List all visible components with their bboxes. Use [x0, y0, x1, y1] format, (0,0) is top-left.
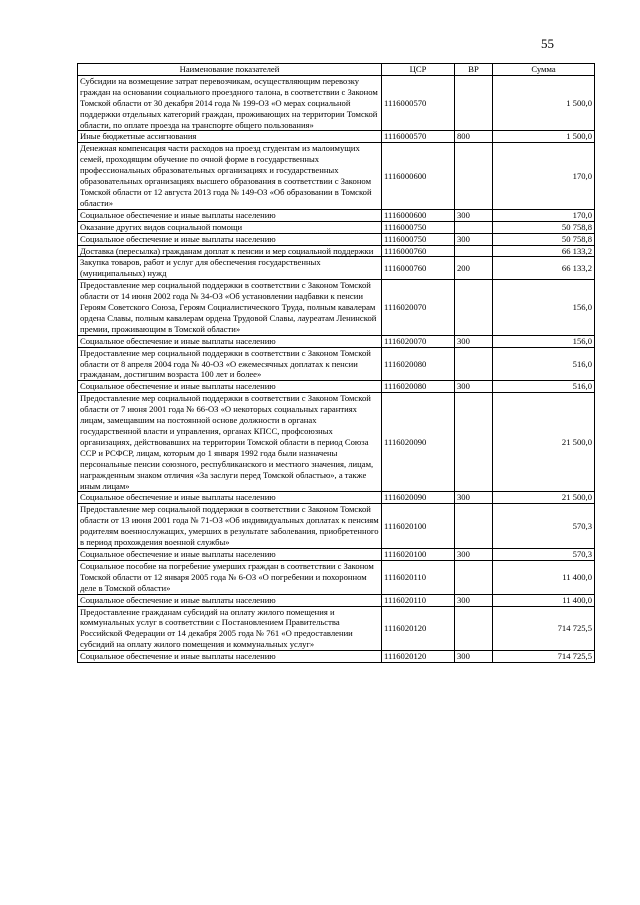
cell-name: Социальное обеспечение и иные выплаты населению: [78, 209, 382, 221]
cell-name: Закупка товаров, работ и услуг для обеспечения государственных (муниципальных) нужд: [78, 257, 382, 280]
cell-sum: 714 725,5: [493, 606, 595, 651]
table-row: [78, 221, 595, 233]
cell-vr: 300: [455, 381, 493, 393]
cell-vr: 300: [455, 594, 493, 606]
cell-name: Субсидии на возмещение затрат перевозчикам, осуществляющим перевозку граждан на основании социального проездного талона, в соответствии с Законом Томской области от 30 декабря 2014 года № 199-ОЗ «О мерах социальной поддержки отдельных категорий граждан, проживающих на территории Томской области, по оплате проезда на транспорте общего пользования»: [78, 75, 382, 131]
cell-sum: 1 500,0: [493, 75, 595, 131]
cell-name: Предоставление гражданам субсидий на оплату жилого помещения и коммунальных услуг в соответствии с Постановлением Правительства Российской Федерации от 14 декабря 2005 года № 761 «О предоставлении субсидий на оплату жилого помещения и коммунальных услуг»: [78, 606, 382, 651]
page-number: 55: [541, 36, 554, 51]
cell-csr: 1116000570: [382, 131, 455, 143]
cell-sum: 714 725,5: [493, 651, 595, 663]
header-row: [78, 64, 595, 76]
cell-csr: 1116000600: [382, 209, 455, 221]
table-row: [78, 245, 595, 257]
header-csr: ЦСР: [382, 64, 455, 76]
table-row: [78, 594, 595, 606]
budget-table: [77, 63, 595, 663]
table-row: [78, 233, 595, 245]
cell-vr: [455, 393, 493, 492]
cell-vr: [455, 560, 493, 594]
table-row: [78, 347, 595, 381]
table-row: [78, 560, 595, 594]
cell-vr: [455, 347, 493, 381]
cell-name: Иные бюджетные ассигнования: [78, 131, 382, 143]
cell-name: Предоставление мер социальной поддержки в соответствии с Законом Томской области от 14 июня 2002 года № 34-ОЗ «Об установлении надбавки к пенсии Героям Советского Союза, Героям Социалистического Труда, полным кавалерам ордена Славы, полным кавалерам ордена Трудовой Славы, лауреатам Ленинской премии, проживающим в Томской области»: [78, 280, 382, 336]
cell-sum: 66 133,2: [493, 245, 595, 257]
cell-vr: 300: [455, 335, 493, 347]
cell-name: Социальное обеспечение и иные выплаты населению: [78, 651, 382, 663]
cell-sum: 1 500,0: [493, 131, 595, 143]
cell-sum: 156,0: [493, 280, 595, 336]
cell-vr: 800: [455, 131, 493, 143]
cell-sum: 50 758,8: [493, 233, 595, 245]
table-row: [78, 504, 595, 549]
cell-vr: [455, 143, 493, 209]
cell-name: Социальное обеспечение и иные выплаты населению: [78, 548, 382, 560]
cell-csr: 1116020100: [382, 548, 455, 560]
cell-csr: 1116020070: [382, 280, 455, 336]
cell-sum: 66 133,2: [493, 257, 595, 280]
cell-sum: 11 400,0: [493, 594, 595, 606]
cell-sum: 156,0: [493, 335, 595, 347]
cell-sum: 516,0: [493, 381, 595, 393]
cell-vr: 300: [455, 233, 493, 245]
table-row: [78, 209, 595, 221]
cell-csr: 1116000750: [382, 233, 455, 245]
cell-vr: [455, 606, 493, 651]
cell-csr: 1116020120: [382, 606, 455, 651]
cell-name: Доставка (пересылка) гражданам доплат к пенсии и мер социальной поддержки: [78, 245, 382, 257]
cell-csr: 1116000750: [382, 221, 455, 233]
cell-name: Социальное обеспечение и иные выплаты населению: [78, 594, 382, 606]
cell-sum: 170,0: [493, 143, 595, 209]
cell-name: Социальное обеспечение и иные выплаты населению: [78, 233, 382, 245]
cell-csr: 1116020090: [382, 492, 455, 504]
cell-vr: [455, 245, 493, 257]
table-row: [78, 335, 595, 347]
cell-csr: 1116020120: [382, 651, 455, 663]
table-row: [78, 606, 595, 651]
header-name: Наименование показателей: [78, 64, 382, 76]
table-row: [78, 257, 595, 280]
cell-csr: 1116000570: [382, 75, 455, 131]
cell-vr: 200: [455, 257, 493, 280]
table-row: [78, 143, 595, 209]
cell-vr: [455, 504, 493, 549]
cell-csr: 1116020110: [382, 560, 455, 594]
header-vr: ВР: [455, 64, 493, 76]
cell-sum: 170,0: [493, 209, 595, 221]
cell-name: Социальное пособие на погребение умерших граждан в соответствии с Законом Томской области от 12 января 2005 года № 6-ОЗ «О погребении и похоронном деле в Томской области»: [78, 560, 382, 594]
cell-sum: 570,3: [493, 548, 595, 560]
cell-vr: 300: [455, 651, 493, 663]
cell-vr: [455, 221, 493, 233]
cell-sum: 21 500,0: [493, 393, 595, 492]
cell-name: Социальное обеспечение и иные выплаты населению: [78, 492, 382, 504]
table-row: [78, 75, 595, 131]
cell-csr: 1116020080: [382, 381, 455, 393]
cell-csr: 1116000760: [382, 257, 455, 280]
cell-csr: 1116000600: [382, 143, 455, 209]
cell-csr: 1116020110: [382, 594, 455, 606]
table-row: [78, 548, 595, 560]
cell-name: Предоставление мер социальной поддержки в соответствии с Законом Томской области от 7 июня 2001 года № 66-ОЗ «О некоторых социальных гарантиях лицам, замещавшим на постоянной основе должности в органах государственной власти и управления, органах КПСС, профсоюзных организациях, действовавших на территории Томской области в период Союза ССР и РСФСР, лицам, которым до 1 января 1992 года были назначены персональные пенсии союзного, республиканского и местного значения, лицам, награжденным знаком отличия «За заслуги перед Томской областью», а также иным лицам»: [78, 393, 382, 492]
cell-name: Предоставление мер социальной поддержки в соответствии с Законом Томской области от 8 апреля 2004 года № 40-ОЗ «О ежемесячных доплатах к пенсии гражданам, достигшим возраста 100 лет и более»: [78, 347, 382, 381]
cell-vr: [455, 75, 493, 131]
cell-csr: 1116020090: [382, 393, 455, 492]
table-row: [78, 651, 595, 663]
table-row: [78, 131, 595, 143]
cell-sum: 516,0: [493, 347, 595, 381]
table-row: [78, 393, 595, 492]
cell-sum: 21 500,0: [493, 492, 595, 504]
cell-csr: 1116020070: [382, 335, 455, 347]
cell-sum: 570,3: [493, 504, 595, 549]
cell-vr: 300: [455, 209, 493, 221]
cell-sum: 50 758,8: [493, 221, 595, 233]
cell-sum: 11 400,0: [493, 560, 595, 594]
table-row: [78, 381, 595, 393]
table-row: [78, 492, 595, 504]
cell-name: Предоставление мер социальной поддержки в соответствии с Законом Томской области от 13 июня 2001 года № 71-ОЗ «Об индивидуальных доплатах к пенсиям родителям военнослужащих, умерших в результате заболевания, приобретенного в период прохождения военной службы»: [78, 504, 382, 549]
cell-csr: 1116000760: [382, 245, 455, 257]
cell-name: Оказание других видов социальной помощи: [78, 221, 382, 233]
cell-csr: 1116020080: [382, 347, 455, 381]
cell-vr: [455, 280, 493, 336]
cell-name: Социальное обеспечение и иные выплаты населению: [78, 381, 382, 393]
cell-csr: 1116020100: [382, 504, 455, 549]
cell-name: Социальное обеспечение и иные выплаты населению: [78, 335, 382, 347]
table-row: [78, 280, 595, 336]
header-sum: Сумма: [493, 64, 595, 76]
cell-name: Денежная компенсация части расходов на проезд студентам из малоимущих семей, проходящим обучение по очной форме в государственных профессиональных образовательных организациях и государственных образовательных организациях высшего образования в соответствии с Законом Томской области от 12 августа 2013 года № 149-ОЗ «Об образовании в Томской области»: [78, 143, 382, 209]
cell-vr: 300: [455, 492, 493, 504]
cell-vr: 300: [455, 548, 493, 560]
